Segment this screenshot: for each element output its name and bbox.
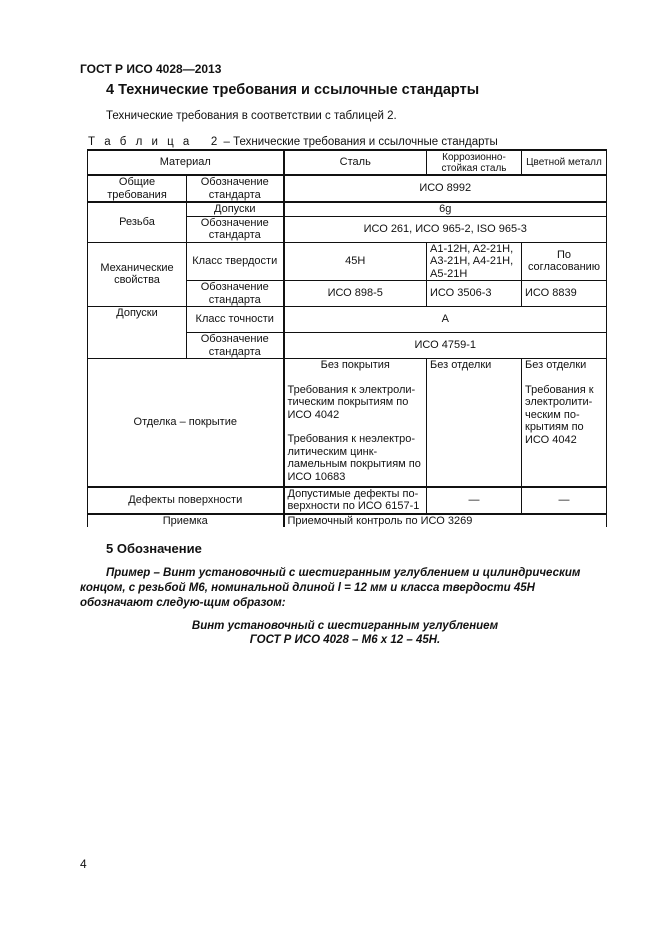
thread-standard-value: ИСО 261, ИСО 965-2, ISO 965-3 bbox=[284, 216, 607, 242]
defects-nonferrous: — bbox=[522, 487, 607, 514]
page-number: 4 bbox=[80, 857, 87, 871]
finish-group: Отделка – покрытие bbox=[88, 359, 284, 487]
header-steel: Сталь bbox=[284, 150, 427, 175]
defects-group: Дефекты поверхности bbox=[88, 487, 284, 514]
tolerances-standard-param: Обозначение стандарта bbox=[187, 333, 284, 359]
tolerances-group: Допуски bbox=[88, 307, 187, 359]
thread-tolerance-param: Допуски bbox=[187, 202, 284, 216]
acceptance-group: Приемка bbox=[88, 514, 284, 528]
tolerances-standard-value: ИСО 4759-1 bbox=[284, 333, 607, 359]
general-param: Обозначение стандарта bbox=[187, 175, 284, 202]
section-4-title: 4 Технические требования и ссылочные стандарты bbox=[106, 82, 480, 98]
mechanical-standard-steel: ИСО 898-5 bbox=[284, 281, 427, 307]
finish-nonferrous-electrolytic: Требования к электролити-ческим по-крытиям по ИСО 4042 bbox=[525, 383, 594, 446]
tolerances-class-value: A bbox=[284, 307, 607, 333]
finish-stainless: Без отделки bbox=[427, 359, 522, 487]
mechanical-class-steel: 45H bbox=[284, 242, 427, 281]
mechanical-group: Механические свойства bbox=[88, 242, 187, 307]
finish-nonferrous-none: Без отделки bbox=[525, 359, 587, 371]
thread-tolerance-value: 6g bbox=[284, 202, 607, 216]
defects-stainless: — bbox=[427, 487, 522, 514]
acceptance-value: Приемочный контроль по ИСО 3269 bbox=[284, 514, 607, 528]
defects-steel: Допустимые дефекты по-верхности по ИСО 6157-1 bbox=[284, 487, 427, 514]
designation-example: Пример – Винт установочный с шестигранным углублением и цилиндрическим концом, с резьбой M6, номинальной длиной l = 12 мм и класса твердости 45H обозначают следую-щим образом: bbox=[80, 567, 581, 609]
requirements-table bbox=[87, 149, 607, 527]
finish-steel bbox=[284, 359, 427, 487]
table-caption-text: – Технические требования и ссылочные стандарты bbox=[220, 136, 498, 148]
general-group: Общие требования bbox=[88, 175, 187, 202]
thread-group: Резьба bbox=[88, 202, 187, 242]
finish-steel-electrolytic: Требования к электроли-тическим покрытиям по ИСО 4042 bbox=[287, 383, 416, 421]
header-material: Материал bbox=[88, 150, 284, 175]
finish-steel-zinc-flake: Требования к неэлектро-литическим цинк-ламельным покрытиям по ИСО 10683 bbox=[287, 433, 421, 483]
mechanical-standard-param: Обозначение стандарта bbox=[187, 281, 284, 307]
general-value: ИСО 8992 bbox=[284, 175, 607, 202]
header-stainless: Коррозионно-стойкая сталь bbox=[427, 150, 522, 175]
finish-nonferrous bbox=[522, 359, 607, 487]
mechanical-class-param: Класс твердости bbox=[187, 242, 284, 281]
tolerances-class-param: Класс точности bbox=[187, 307, 284, 333]
designation-line-1: Винт установочный с шестигранным углублением bbox=[191, 620, 499, 632]
mechanical-standard-nonferrous: ИСО 8839 bbox=[522, 281, 607, 307]
document-code-header: ГОСТ Р ИСО 4028—2013 bbox=[80, 62, 222, 76]
mechanical-class-stainless: A1-12H, A2-21H, A3-21H, A4-21H, A5-21H bbox=[427, 242, 522, 281]
designation-block bbox=[80, 619, 610, 647]
section-4-text: Технические требования в соответствии с таблицей 2. bbox=[106, 110, 397, 122]
mechanical-class-nonferrous: По согласованию bbox=[522, 242, 607, 281]
designation-line-2: ГОСТ Р ИСО 4028 – M6 х 12 – 45H. bbox=[249, 634, 441, 646]
mechanical-standard-stainless: ИСО 3506-3 bbox=[427, 281, 522, 307]
section-5-title: 5 Обозначение bbox=[106, 541, 202, 556]
header-nonferrous: Цветной металл bbox=[522, 150, 607, 175]
table-caption-label: Т а б л и ц а 2 bbox=[88, 136, 221, 148]
finish-steel-none: Без покрытия bbox=[320, 359, 390, 371]
table-caption bbox=[88, 136, 498, 148]
thread-standard-param: Обозначение стандарта bbox=[187, 216, 284, 242]
